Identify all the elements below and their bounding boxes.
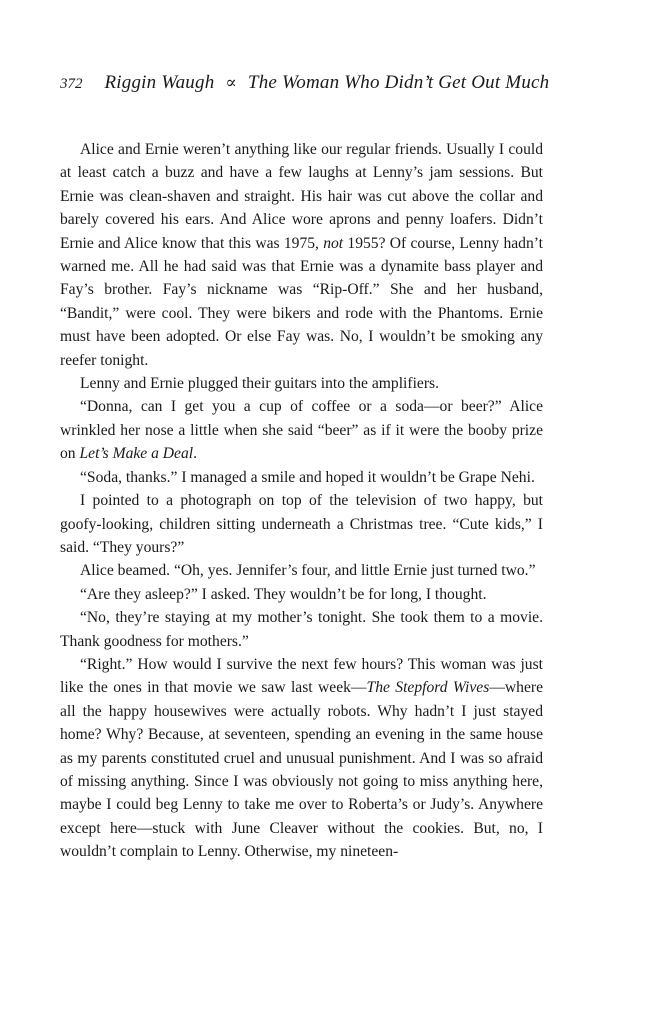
page-number: 372 [60, 76, 83, 92]
paragraph: “Right.” How would I survive the next few hours? This woman was just like the ones in that movie we saw last week—The Stepford Wives—where all the happy housewives were actually robots. Why hadn’t I just stayed home? Why? Because, at seventeen, spending an evening in the same house as my parents constituted cruel and unusual punishment. And I was so afraid of missing anything. Since I was obviously not going to miss anything here, maybe I could beg Lenny to take me over to Roberta’s or Judy’s. Anywhere except here—stuck with June Cleaver without the cookies. But, no, I wouldn’t complain to Lenny. Otherwise, my nineteen- [60, 655, 543, 861]
paragraph: Alice and Ernie weren’t anything like our regular friends. Usually I could at least catch a buzz and have a few laughs at Lenny’s jam sessions. But Ernie was clean-shaven and straight. His hair was cut above the collar and barely covered his ears. And Alice wore aprons and penny loafers. Didn’t Ernie and Alice know that this was 1975, not 1955? Of course, Lenny hadn’t warned me. All he had said was that Ernie was a dynamite bass player and Fay’s brother. Fay’s nickname was “Rip-Off.” She and her husband, “Bandit,” were cool. They were bikers and rode with the Phantoms. Ernie must have been adopted. Or else Fay was. No, I wouldn’t be smoking any reefer tonight. [60, 141, 544, 369]
paragraph: “No, they’re staying at my mother’s tonight. She took them to a movie. Thank goodness for mothers.” [60, 609, 543, 650]
paragraph: Alice beamed. “Oh, yes. Jennifer’s four, and little Ernie just turned two.” [80, 562, 536, 580]
author-name: Riggin Waugh [104, 72, 215, 93]
paragraph: “Donna, can I get you a cup of coffee or a soda—or beer?” Alice wrinkled her nose a little when she said “beer” as if it were the booby prize on Let’s Make a Deal. [60, 398, 543, 463]
paragraph: I pointed to a photograph on top of the television of two happy, but goofy-looking, children sitting underneath a Christmas tree. “Cute kids,” I said. “They yours?” [60, 492, 543, 556]
running-head [60, 72, 550, 102]
paragraph: Lenny and Ernie plugged their guitars into the amplifiers. [80, 375, 439, 393]
paragraph: “Soda, thanks.” I managed a smile and hoped it wouldn’t be Grape Nehi. [80, 468, 535, 486]
book-title: The Woman Who Didn’t Get Out Much [247, 72, 550, 93]
body-text [60, 138, 543, 864]
ornament-icon: ∝ [225, 73, 237, 92]
paragraph: “Are they asleep?” I asked. They wouldn’t be for long, I thought. [80, 585, 487, 603]
